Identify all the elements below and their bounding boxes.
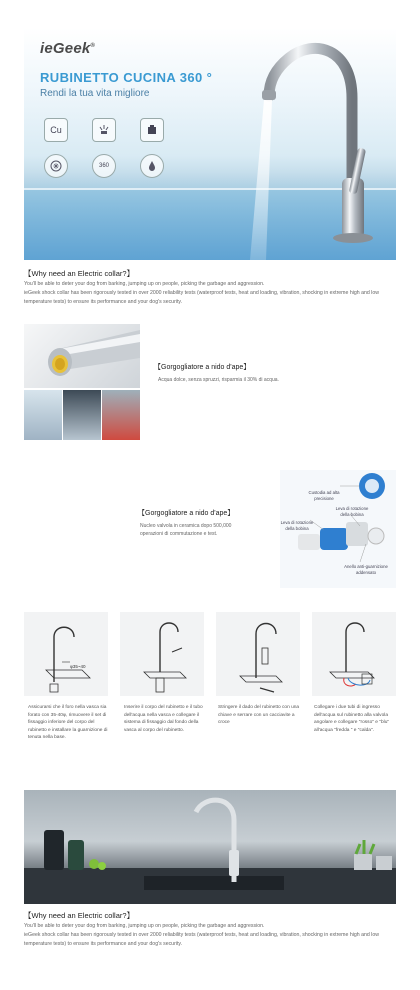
outro-heading: 【Why need an Electric collar?】 [24,911,135,920]
vegetable-wash-photo [102,390,140,440]
step-1-text: Assicurarsi che il foro nella vasca sia forato con 35-40φ, rimuovere il set di fissaggio inferiore del corpo del rubinetto e installare la guarnizione di tenuta nella base. [28,705,108,740]
kitchen-photo [24,790,396,904]
cartridge-text: Nucleo valvola in ceramica dopo 500,000 operazioni di commutazione e test. [140,523,232,537]
copper-icon: Cu [44,118,68,142]
cartridge-diagram [280,470,396,588]
hand-wash-photo [24,390,62,440]
step-3-text: Stringere il dado del rubinetto con una chiave e serrare con un cacciavite a croce [218,705,300,725]
water-stream-photo [63,390,101,440]
step-4-diagram [312,612,396,696]
cartridge-icon [140,118,164,142]
brand-logo: ieGeek® [40,40,96,57]
label-custody: Custodia ad alta precisione [308,490,340,501]
drop-icon [140,154,164,178]
label-rotation-right: Leva di rotazione della bobina [335,506,369,517]
step-2-text: Inserire il corpo del rubinetto e il tubo dell'acqua nella vasca e collegare il sistema di fissaggio dal fondo della vasca al corpo del rubinetto. [124,705,203,733]
step-2-diagram [120,612,204,696]
step-1-dimension: φ35~40 [70,664,86,669]
aerator-closeup-photo [24,324,140,388]
outro-line-1: You'll be able to deter your dog from barking, jumping up on people, picking the garbage and aggression. [24,923,265,929]
aerator-text: Acqua dolce, senza spruzzi, risparmia il 30% di acqua. [158,377,279,383]
label-rotation-left: Leva di rotazione della bobina [280,520,314,531]
faucet-illustration [214,28,396,260]
intro-heading: 【Why need an Electric collar?】 [24,269,135,278]
outro-paragraph [24,922,404,949]
hero-subtitle: Rendi la tua vita migliore [40,88,150,99]
step-3-diagram [216,612,300,696]
step-1-diagram [24,612,108,696]
hero-title: RUBINETTO CUCINA 360 ° [40,70,213,85]
outro-line-2: ieGeek shock collar has been rigorously tested in over 2000 reliability tests (waterproof tests, heat and loading, vibration, shocking in extreme high and low temperature tests) to ensure its performance and your dog's security. [24,932,379,947]
cartridge-heading: 【Gorgogliatore a nido d'ape】 [138,510,235,517]
intro-line-2: ieGeek shock collar has been rigorously tested in over 2000 reliability tests (waterproof tests, heat and loading, vibration, shocking in extreme high and low temperature tests) to ensure its performance and your dog's security. [24,290,379,305]
intro-line-1: You'll be able to deter your dog from barking, jumping up on people, picking the garbage and aggression. [24,281,265,287]
splash-icon [92,118,116,142]
label-anti-limescale: Anello anti-guarnizione addensato [344,564,388,575]
hero-banner [24,28,396,260]
step-4-text: Collegare i due tubi di ingresso dell'acqua sul rubinetto alla valvola angolare e collegare "rosso" e "blu" all'acqua "fredda " e "calda". [314,705,390,733]
rotate-360-icon: 360 [92,154,116,178]
aerator-heading: 【Gorgogliatore a nido d'ape】 [154,364,251,371]
intro-paragraph [24,280,404,307]
aerator-icon [44,154,68,178]
